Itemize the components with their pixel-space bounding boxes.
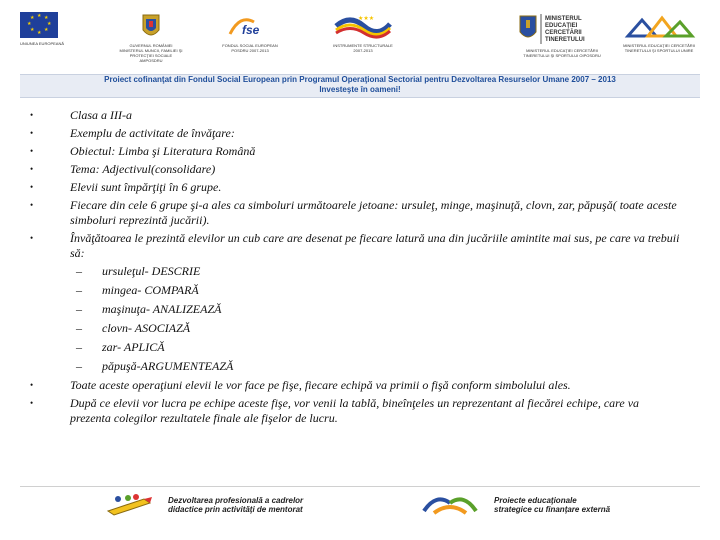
footer-left-line-1: Dezvoltarea profesională a cadrelor <box>168 496 304 505</box>
project-banner <box>20 74 700 98</box>
list-item-text: Toate aceste operaţiuni elevii le vor face pe fişe, fiecare echipă va primii o fişă conform simbolului ales. <box>70 378 571 392</box>
coat-of-arms-icon <box>118 12 184 42</box>
footer <box>20 486 700 521</box>
sub-list-item-text: zar- APLICĂ <box>102 340 165 354</box>
svg-text:MINISTERUL: MINISTERUL <box>545 16 582 22</box>
pencil-people-icon <box>104 493 156 517</box>
dash: – <box>76 359 82 373</box>
dash: – <box>76 302 82 316</box>
dash: – <box>76 321 82 335</box>
eu-flag-logo <box>20 12 64 52</box>
eu-flag-caption: UNIUNEA EUROPEANĂ <box>20 41 65 46</box>
instrumente-structurale-icon <box>328 12 398 42</box>
bullet: • <box>30 128 34 138</box>
list-item <box>30 162 680 177</box>
instrumente-structurale-logo <box>328 12 398 64</box>
bullet: • <box>30 146 34 156</box>
list-item-text: Învăţătoarea le prezintă elevilor un cub care are desenat pe fiecare latură una din jucăriile amintite mai sus, pe care va trebuii să: <box>70 231 680 260</box>
list-item <box>30 126 680 141</box>
svg-text:fse: fse <box>242 23 260 37</box>
svg-text:EDUCAŢIEI: EDUCAŢIEI <box>545 23 578 29</box>
bullet: • <box>30 398 34 408</box>
sub-list-item-text: mingea- COMPARĂ <box>102 283 199 297</box>
list-item <box>30 231 680 261</box>
bullet: • <box>30 110 34 120</box>
handshake-icon <box>420 491 480 517</box>
ministry-education-logo <box>514 12 610 64</box>
list-item-text: Elevii sunt împărţiţi în 6 grupe. <box>70 180 222 194</box>
list-item-text: Obiectul: Limba şi Literatura Română <box>70 144 256 158</box>
footer-right-line-1: Proiecte educaţionale <box>494 496 577 505</box>
svg-text:TINERETULUI: TINERETULUI <box>545 37 585 43</box>
list-item <box>30 144 680 159</box>
fse-icon <box>220 12 280 42</box>
sub-list-item <box>40 264 680 279</box>
bullet: • <box>30 233 34 243</box>
romania-coat-of-arms-logo <box>118 12 184 64</box>
footer-right-line-2: strategice cu finanţare externă <box>494 505 611 514</box>
sub-list-item <box>40 283 680 298</box>
bullet: • <box>30 200 34 210</box>
sub-list-item <box>40 321 680 336</box>
list-item <box>30 180 680 195</box>
sub-list-item-text: păpuşă-ARGUMENTEAZĂ <box>102 359 234 373</box>
bullet: • <box>30 182 34 192</box>
romania-logo-caption: GUVERNUL ROMÂNIEI MINISTERUL MUNCII, FAMILIEI ŞI PROTECŢIEI SOCIALE AMPOSDRU <box>119 43 183 63</box>
banner-line-2: Investeşte în oameni! <box>319 85 401 94</box>
sub-list-item-text: maşinuţa- ANALIZEAZĂ <box>102 302 222 316</box>
list-item-text: Clasa a III-a <box>70 108 132 122</box>
sub-list-item <box>40 340 680 355</box>
dash: – <box>76 340 82 354</box>
list-item-text: După ce elevii vor lucra pe echipe aceste fişe, vor venii la tablă, bineînţeles un reprezentant al fiecărei echipe, care va prezenta colegilor rezultatele finale ale fişelor de lucru. <box>70 396 640 425</box>
fse-logo <box>220 12 280 64</box>
fse-logo-caption: FONDUL SOCIAL EUROPEAN POSDRU 2007-2013 <box>222 43 278 53</box>
partners-logo-caption: MINISTERUL EDUCAŢIEI CERCETĂRII TINERETULUI ŞI SPORTULUI UNIRE <box>623 43 695 53</box>
footer-left-line-2: didactice prin activităţi de mentorat <box>168 505 303 514</box>
list-item <box>30 396 680 426</box>
sub-list-item-text: ursuleţul- DESCRIE <box>102 264 201 278</box>
bullet: • <box>30 380 34 390</box>
partners-houses-icon <box>622 12 696 42</box>
list-item-text: Tema: Adjectivul(consolidare) <box>70 162 216 176</box>
header-logos <box>0 0 720 72</box>
bullet: • <box>30 164 34 174</box>
list-item <box>30 108 680 123</box>
list-item-text: Exemplu de activitate de învăţare: <box>70 126 235 140</box>
list-item <box>30 198 680 228</box>
eu-flag-icon: ★ ★ ★ ★ ★ ★ ★ ★ <box>20 12 58 38</box>
svg-text:CERCETĂRII: CERCETĂRII <box>545 30 582 36</box>
instrumente-logo-caption: INSTRUMENTE STRUCTURALE 2007-2013 <box>333 43 393 53</box>
dash: – <box>76 283 82 297</box>
sub-list-item <box>40 302 680 317</box>
sub-list-item-text: clovn- ASOCIAZĂ <box>102 321 191 335</box>
ministry-crest-icon <box>514 12 610 46</box>
dash: – <box>76 264 82 278</box>
banner-line-1: Proiect cofinanţat din Fondul Social European prin Programul Operaţional Sectorial pentru Dezvoltarea Resurselor Umane 2007 – 2013 <box>104 75 616 84</box>
sub-list-item <box>40 359 680 374</box>
svg-text:★★★: ★★★ <box>358 16 375 22</box>
project-partners-logo <box>622 12 696 64</box>
list-item <box>30 378 680 393</box>
lesson-content <box>30 108 680 429</box>
list-item-text: Fiecare din cele 6 grupe şi-a ales ca simboluri următoarele jetoane: ursuleţ, minge, maşinuţă, clovn, zar, păpuşă( toate aceste simboluri reprezintă jucării). <box>70 198 677 227</box>
ministry-logo-caption: MINISTERUL EDUCAŢIEI CERCETĂRII TINERETULUI ŞI SPORTULUI OIPOSDRU <box>523 48 601 58</box>
